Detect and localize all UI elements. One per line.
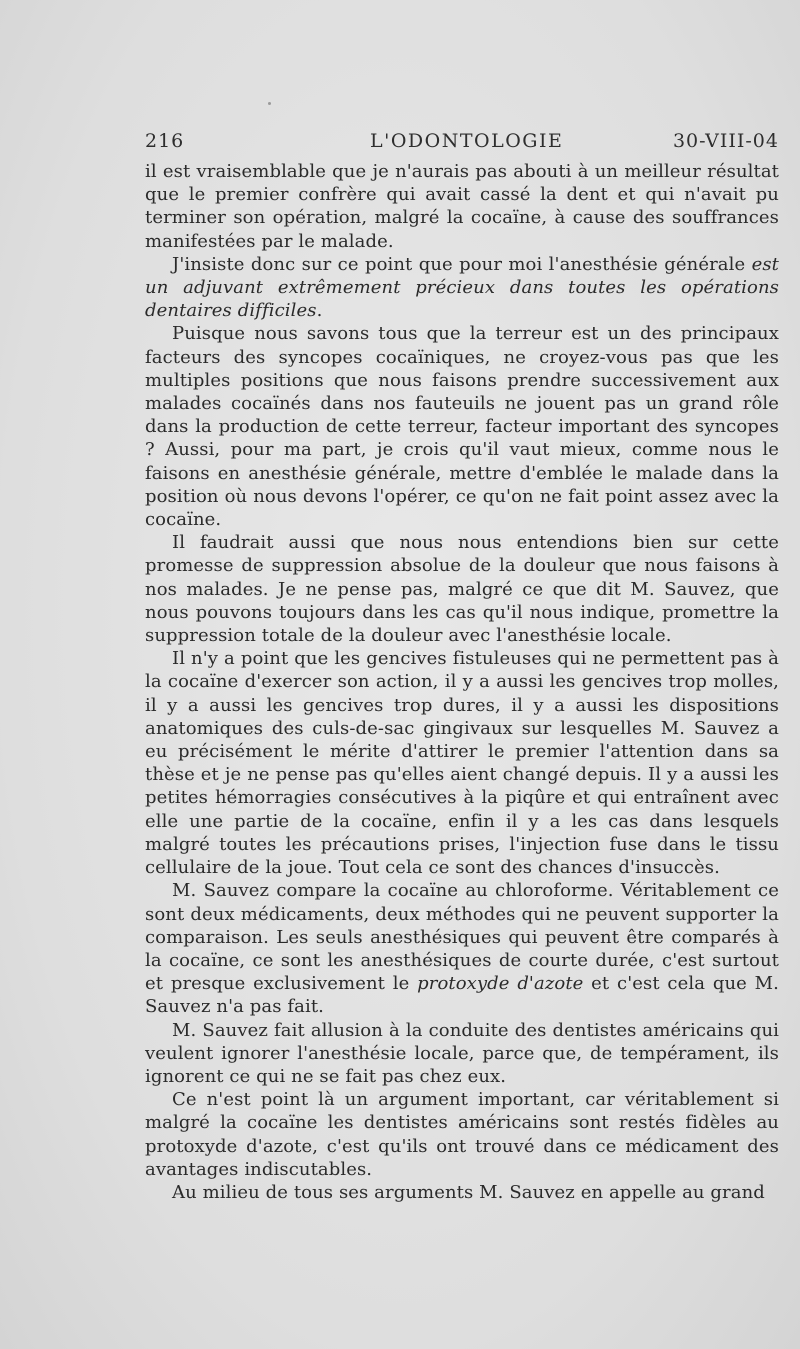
issue-date: 30-VIII-04 [672,130,779,152]
paragraph-4: Il faudrait aussi que nous nous entendions bien sur cette promesse de suppression absolue de la douleur que nous faisons à nos malades. Je ne pense pas, malgré ce que dit M. Sauvez, que nous pouvons toujours dans les cas qu'il nous indique, promettre la suppression totale de la douleur avec l'anesthésie locale. [145,532,779,647]
stray-ink-mark [268,102,271,105]
paragraph-9: Au milieu de tous ses arguments M. Sauvez en appelle au grand [172,1181,765,1203]
paragraph-5: Il n'y a point que les gencives fistuleuses qui ne permettent pas à la cocaïne d'exercer son action, il y a aussi les gencives trop molles, il y a aussi les gencives trop dures, il y a aussi les dispositions anatomiques des culs-de-sac gingivaux sur lesquelles M. Sauvez a eu précisément le mérite d'attirer le premier l'attention dans sa thèse et je ne pense pas qu'elles aient changé depuis. Il y a aussi les petites hémorragies consécutives à la piqûre et qui entraînent avec elle une partie de la cocaïne, enfin il y a les cas dans lesquels malgré toutes les précautions prises, l'injection fuse dans le tissu cellulaire de la joue. Tout cela ce sont des chances d'insuccès. [145,648,779,879]
body-text [145,160,779,1204]
paragraph-6-end: et c'est cela que M. Sauvez n'a pas fait. [145,973,779,1018]
running-head [145,128,779,160]
paragraph-7: M. Sauvez fait allusion à la conduite des dentistes américains qui veulent ignorer l'anesthésie locale, parce que, de tempérament, ils ignorent ce qui ne se fait pas chez eux. [145,1019,779,1087]
page-number: 216 [145,130,185,152]
paragraph-6-emphasis: protoxyde d'azote [417,973,584,995]
paragraph-2-emphasis: est un adjuvant extrêmement précieux dans toutes les opérations dentaires difficiles [145,253,779,322]
paragraph-2-end: . [316,300,323,322]
book-page [145,128,779,1204]
paragraph-2 [145,253,779,323]
paragraph-8: Ce n'est point là un argument important, car véritablement si malgré la cocaïne les dentistes américains sont restés fidèles au protoxyde d'azote, c'est qu'ils ont trouvé dans ce médicament des avantages indiscutables. [145,1089,779,1180]
journal-title: L'ODONTOLOGIE [370,130,564,152]
paragraph-2-text: J'insiste donc sur ce point que pour moi l'anesthésie générale [172,253,752,275]
paragraph-3: Puisque nous savons tous que la terreur est un des principaux facteurs des syncopes cocaïniques, ne croyez-vous pas que les multiples positions que nous faisons prendre successivement aux malades cocaïnés dans nos fauteuils ne jouent pas un grand rôle dans la production de cette terreur, facteur important des syncopes ? Aussi, pour ma part, je crois qu'il vaut mieux, comme nous le faisons en anesthésie générale, mettre d'emblée le malade dans la position où nous devons l'opérer, ce qu'on ne fait point assez avec la cocaïne. [145,323,779,531]
paragraph-1: il est vraisemblable que je n'aurais pas abouti à un meilleur résultat que le premier confrère qui avait cassé la dent et qui n'avait pu terminer son opération, malgré la cocaïne, à cause des souffrances manifestées par le malade. [145,161,779,252]
paragraph-6-text: M. Sauvez compare la cocaïne au chloroforme. Véritablement ce sont deux médicaments, deux méthodes qui ne peuvent supporter la comparaison. Les seuls anesthésiques qui peuvent être comparés à la cocaïne, ce sont les anesthésiques de courte durée, c'est surtout et presque exclusivement le [145,880,779,995]
paragraph-6 [145,879,779,1018]
